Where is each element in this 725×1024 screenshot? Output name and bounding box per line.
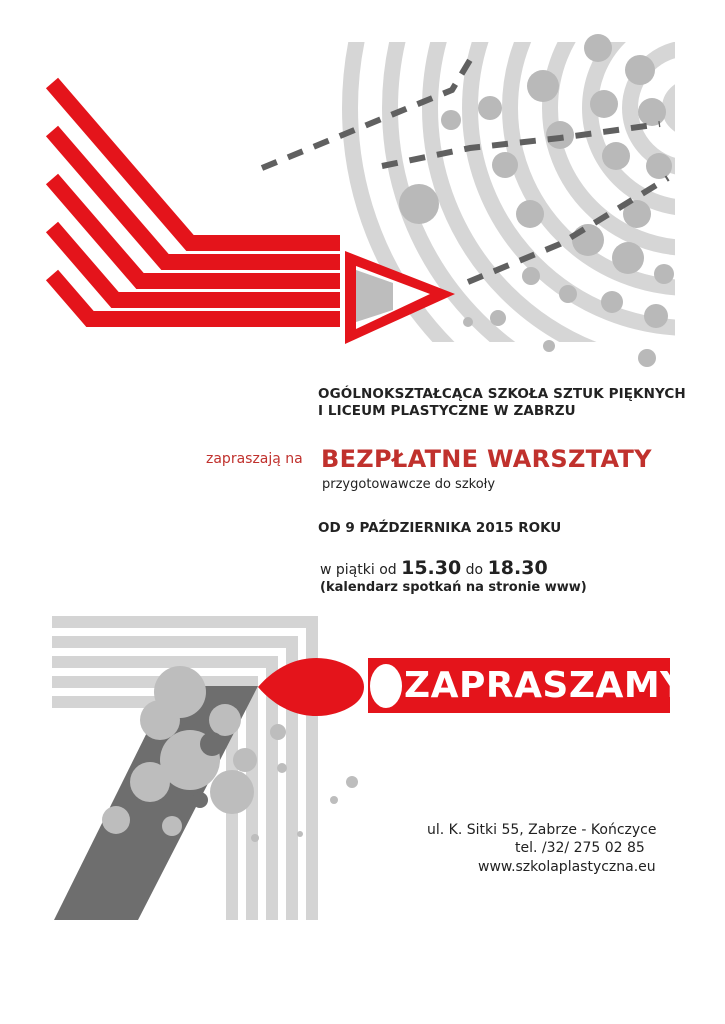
contact-phone: tel. /32/ 275 02 85 <box>515 840 645 856</box>
red-chevron-lines <box>52 83 340 319</box>
time-separator: do <box>465 562 484 578</box>
school-name-line1: OGÓLNOKSZTAŁCĄCA SZKOŁA SZTUK PIĘKNYCH <box>318 386 686 402</box>
schedule-note: (kalendarz spotkań na stronie www) <box>320 580 587 595</box>
schedule-time <box>320 557 548 579</box>
banner-label: ZAPRASZAMY <box>404 665 687 706</box>
contact-website[interactable]: www.szkolaplastyczna.eu <box>478 859 656 875</box>
invitation-subtitle: przygotowawcze do szkoły <box>322 477 496 492</box>
time-to: 18.30 <box>487 557 548 579</box>
schedule-days: w piątki od <box>320 562 397 578</box>
school-name-line2: I LICEUM PLASTYCZNE W ZABRZU <box>318 403 576 419</box>
time-from: 15.30 <box>401 557 462 579</box>
start-date: OD 9 PAŹDZIERNIKA 2015 ROKU <box>318 520 562 536</box>
invitation-lead: zapraszają na <box>206 451 303 467</box>
contact-address: ul. K. Sitki 55, Zabrze - Kończyce <box>427 822 657 838</box>
invitation-title: BEZPŁATNE WARSZTATY <box>321 445 652 473</box>
